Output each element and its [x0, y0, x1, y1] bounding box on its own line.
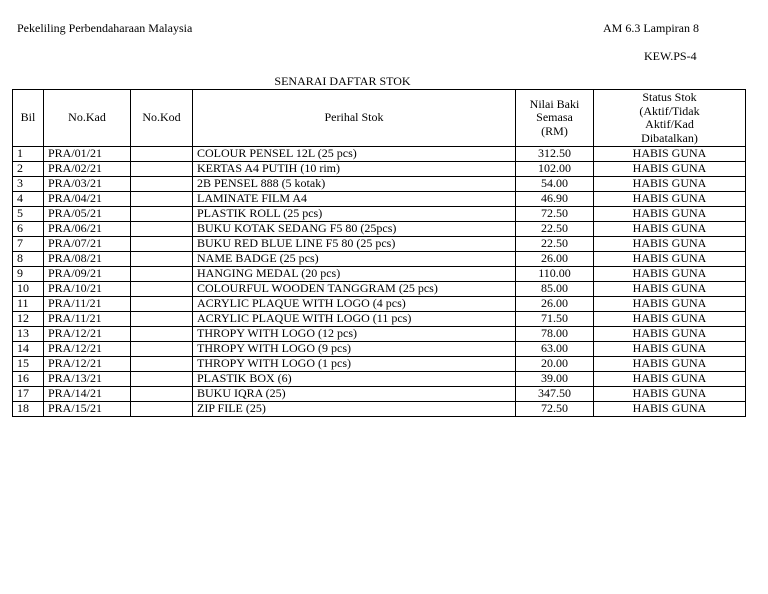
- cell-perihal: THROPY WITH LOGO (9 pcs): [193, 342, 516, 357]
- cell-nilai: 22.50: [516, 237, 594, 252]
- cell-bil: 16: [13, 372, 44, 387]
- cell-no-kod: [131, 387, 193, 402]
- cell-perihal: BUKU IQRA (25): [193, 387, 516, 402]
- column-header-perihal: Perihal Stok: [193, 90, 516, 147]
- cell-status: HABIS GUNA: [594, 252, 746, 267]
- cell-perihal: ACRYLIC PLAQUE WITH LOGO (11 pcs): [193, 312, 516, 327]
- cell-status: HABIS GUNA: [594, 402, 746, 417]
- cell-bil: 14: [13, 342, 44, 357]
- cell-bil: 6: [13, 222, 44, 237]
- cell-status: HABIS GUNA: [594, 192, 746, 207]
- cell-nilai: 46.90: [516, 192, 594, 207]
- cell-status: HABIS GUNA: [594, 372, 746, 387]
- cell-bil: 17: [13, 387, 44, 402]
- cell-bil: 5: [13, 207, 44, 222]
- cell-no-kod: [131, 372, 193, 387]
- cell-bil: 1: [13, 147, 44, 162]
- cell-no-kad: PRA/09/21: [44, 267, 131, 282]
- cell-nilai: 110.00: [516, 267, 594, 282]
- cell-no-kod: [131, 297, 193, 312]
- cell-no-kod: [131, 342, 193, 357]
- cell-perihal: 2B PENSEL 888 (5 kotak): [193, 177, 516, 192]
- cell-perihal: ZIP FILE (25): [193, 402, 516, 417]
- table-row: [13, 207, 746, 222]
- cell-no-kad: PRA/11/21: [44, 297, 131, 312]
- cell-bil: 15: [13, 357, 44, 372]
- cell-nilai: 63.00: [516, 342, 594, 357]
- cell-status: HABIS GUNA: [594, 147, 746, 162]
- cell-nilai: 20.00: [516, 357, 594, 372]
- cell-perihal: PLASTIK ROLL (25 pcs): [193, 207, 516, 222]
- cell-nilai: 347.50: [516, 387, 594, 402]
- cell-status: HABIS GUNA: [594, 222, 746, 237]
- table-row: [13, 402, 746, 417]
- column-header-nilai-text: Nilai Baki Semasa (RM): [529, 96, 580, 138]
- document-title: SENARAI DAFTAR STOK: [274, 74, 411, 88]
- cell-perihal: COLOURFUL WOODEN TANGGRAM (25 pcs): [193, 282, 516, 297]
- cell-no-kad: PRA/12/21: [44, 342, 131, 357]
- cell-no-kad: PRA/13/21: [44, 372, 131, 387]
- cell-bil: 13: [13, 327, 44, 342]
- cell-no-kod: [131, 222, 193, 237]
- table-row: [13, 147, 746, 162]
- table-row: [13, 357, 746, 372]
- table-row: [13, 267, 746, 282]
- cell-no-kad: PRA/12/21: [44, 327, 131, 342]
- cell-status: HABIS GUNA: [594, 357, 746, 372]
- cell-nilai: 72.50: [516, 402, 594, 417]
- cell-perihal: ACRYLIC PLAQUE WITH LOGO (4 pcs): [193, 297, 516, 312]
- cell-status: HABIS GUNA: [594, 267, 746, 282]
- cell-perihal: BUKU KOTAK SEDANG F5 80 (25pcs): [193, 222, 516, 237]
- cell-no-kod: [131, 192, 193, 207]
- cell-status: HABIS GUNA: [594, 342, 746, 357]
- cell-nilai: 54.00: [516, 177, 594, 192]
- stock-register-table: [12, 89, 746, 417]
- cell-no-kad: PRA/03/21: [44, 177, 131, 192]
- table-row: [13, 297, 746, 312]
- cell-no-kod: [131, 147, 193, 162]
- table-row: [13, 177, 746, 192]
- cell-perihal: HANGING MEDAL (20 pcs): [193, 267, 516, 282]
- cell-bil: 9: [13, 267, 44, 282]
- table-header-row: [13, 90, 746, 147]
- table-row: [13, 162, 746, 177]
- cell-no-kod: [131, 282, 193, 297]
- column-header-nilai: [516, 90, 594, 147]
- column-header-status: [594, 90, 746, 147]
- table-row: [13, 372, 746, 387]
- column-header-status-text: Status Stok (Aktif/Tidak Aktif/Kad Dibatalkan): [639, 90, 700, 145]
- cell-status: HABIS GUNA: [594, 237, 746, 252]
- cell-status: HABIS GUNA: [594, 297, 746, 312]
- cell-no-kad: PRA/12/21: [44, 357, 131, 372]
- cell-status: HABIS GUNA: [594, 162, 746, 177]
- cell-no-kod: [131, 237, 193, 252]
- table-row: [13, 327, 746, 342]
- cell-bil: 3: [13, 177, 44, 192]
- table-body: [13, 147, 746, 417]
- cell-no-kod: [131, 207, 193, 222]
- table-row: [13, 252, 746, 267]
- cell-bil: 8: [13, 252, 44, 267]
- table-row: [13, 342, 746, 357]
- cell-perihal: THROPY WITH LOGO (12 pcs): [193, 327, 516, 342]
- cell-bil: 11: [13, 297, 44, 312]
- cell-perihal: NAME BADGE (25 pcs): [193, 252, 516, 267]
- cell-no-kad: PRA/01/21: [44, 147, 131, 162]
- table-row: [13, 237, 746, 252]
- cell-bil: 10: [13, 282, 44, 297]
- cell-bil: 4: [13, 192, 44, 207]
- cell-bil: 18: [13, 402, 44, 417]
- cell-no-kod: [131, 252, 193, 267]
- cell-bil: 12: [13, 312, 44, 327]
- cell-status: HABIS GUNA: [594, 387, 746, 402]
- cell-nilai: 72.50: [516, 207, 594, 222]
- cell-no-kad: PRA/14/21: [44, 387, 131, 402]
- cell-nilai: 85.00: [516, 282, 594, 297]
- column-header-no-kod: No.Kod: [131, 90, 193, 147]
- cell-nilai: 78.00: [516, 327, 594, 342]
- cell-perihal: THROPY WITH LOGO (1 pcs): [193, 357, 516, 372]
- cell-nilai: 26.00: [516, 297, 594, 312]
- cell-bil: 7: [13, 237, 44, 252]
- cell-nilai: 102.00: [516, 162, 594, 177]
- cell-perihal: COLOUR PENSEL 12L (25 pcs): [193, 147, 516, 162]
- cell-no-kod: [131, 312, 193, 327]
- cell-nilai: 71.50: [516, 312, 594, 327]
- cell-no-kod: [131, 162, 193, 177]
- table-row: [13, 282, 746, 297]
- cell-status: HABIS GUNA: [594, 177, 746, 192]
- cell-status: HABIS GUNA: [594, 207, 746, 222]
- table-row: [13, 387, 746, 402]
- appendix-reference: AM 6.3 Lampiran 8: [603, 21, 699, 35]
- cell-no-kad: PRA/02/21: [44, 162, 131, 177]
- cell-status: HABIS GUNA: [594, 312, 746, 327]
- cell-status: HABIS GUNA: [594, 282, 746, 297]
- cell-bil: 2: [13, 162, 44, 177]
- column-header-bil: Bil: [13, 90, 44, 147]
- cell-no-kad: PRA/05/21: [44, 207, 131, 222]
- cell-nilai: 26.00: [516, 252, 594, 267]
- cell-nilai: 39.00: [516, 372, 594, 387]
- cell-perihal: LAMINATE FILM A4: [193, 192, 516, 207]
- cell-perihal: PLASTIK BOX (6): [193, 372, 516, 387]
- cell-no-kad: PRA/11/21: [44, 312, 131, 327]
- cell-no-kad: PRA/06/21: [44, 222, 131, 237]
- cell-status: HABIS GUNA: [594, 327, 746, 342]
- table-row: [13, 312, 746, 327]
- table-row: [13, 222, 746, 237]
- cell-no-kad: PRA/04/21: [44, 192, 131, 207]
- cell-perihal: BUKU RED BLUE LINE F5 80 (25 pcs): [193, 237, 516, 252]
- cell-no-kod: [131, 327, 193, 342]
- cell-no-kod: [131, 177, 193, 192]
- circular-header: Pekeliling Perbendaharaan Malaysia: [17, 21, 193, 35]
- cell-nilai: 22.50: [516, 222, 594, 237]
- column-header-no-kad: No.Kad: [44, 90, 131, 147]
- cell-no-kod: [131, 402, 193, 417]
- cell-nilai: 312.50: [516, 147, 594, 162]
- cell-no-kad: PRA/15/21: [44, 402, 131, 417]
- form-code: KEW.PS-4: [644, 49, 697, 63]
- cell-no-kod: [131, 267, 193, 282]
- cell-perihal: KERTAS A4 PUTIH (10 rim): [193, 162, 516, 177]
- cell-no-kod: [131, 357, 193, 372]
- cell-no-kad: PRA/07/21: [44, 237, 131, 252]
- cell-no-kad: PRA/10/21: [44, 282, 131, 297]
- table-row: [13, 192, 746, 207]
- cell-no-kad: PRA/08/21: [44, 252, 131, 267]
